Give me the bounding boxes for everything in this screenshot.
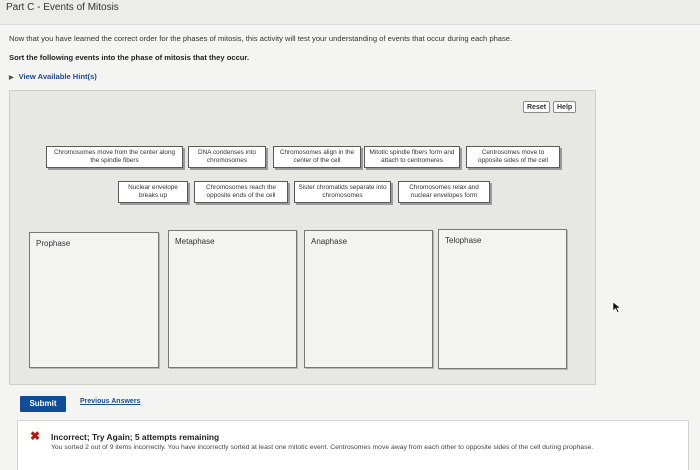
view-hints-link[interactable]	[9, 72, 97, 81]
submit-button[interactable]: Submit	[20, 396, 66, 412]
event-card[interactable]: Nuclear envelope breaks up	[118, 181, 188, 203]
instructions-text: Now that you have learned the correct order for the phases of mitosis, this activity will test your understanding of events that occur during each phase.	[9, 34, 513, 43]
event-card[interactable]: Mitotic spindle fibers form and attach to centromeres	[364, 146, 460, 168]
view-hints-label: View Available Hint(s)	[18, 72, 97, 81]
previous-answers-link[interactable]: Previous Answers	[80, 398, 141, 405]
part-header	[0, 0, 700, 25]
target-label: Telophase	[445, 236, 482, 245]
part-title: Part C - Events of Mitosis	[6, 2, 119, 13]
feedback-title: Incorrect; Try Again; 5 attempts remaining	[51, 432, 220, 442]
event-card[interactable]: Centrosomes move to opposite sides of the cell	[466, 146, 560, 168]
event-card[interactable]: DNA condenses into chromosomes	[188, 146, 266, 168]
drop-target-telophase[interactable]	[438, 229, 567, 369]
target-label: Prophase	[36, 239, 71, 248]
help-button[interactable]: Help	[553, 101, 576, 113]
reset-button[interactable]: Reset	[523, 101, 550, 113]
event-card[interactable]: Chromosomes move from the center along the spindle fibers	[46, 146, 183, 168]
caret-right-icon: ▶	[9, 75, 14, 81]
feedback-panel	[17, 420, 689, 470]
target-label: Metaphase	[175, 237, 215, 246]
drop-target-prophase[interactable]	[29, 232, 159, 368]
target-label: Anaphase	[311, 237, 348, 246]
event-card[interactable]: Chromosomes reach the opposite ends of the cell	[194, 181, 288, 203]
task-text: Sort the following events into the phase of mitosis that they occur.	[9, 53, 250, 62]
drop-target-anaphase[interactable]	[304, 230, 433, 368]
event-card[interactable]: Chromosomes relax and nuclear envelopes form	[398, 181, 490, 203]
mouse-cursor-icon	[612, 301, 622, 313]
feedback-body: You sorted 2 out of 9 items incorrectly. You have incorrectly sorted at least one mitotic event. Centrosomes move away from each other to opposite sides of the cell during prophase.	[51, 444, 594, 451]
event-card[interactable]: Chromosomes align in the center of the cell	[273, 146, 361, 168]
event-card[interactable]: Sister chromatids separate into chromosomes	[294, 181, 391, 203]
error-x-icon: ✖	[30, 429, 41, 443]
drop-target-metaphase[interactable]	[168, 230, 297, 368]
